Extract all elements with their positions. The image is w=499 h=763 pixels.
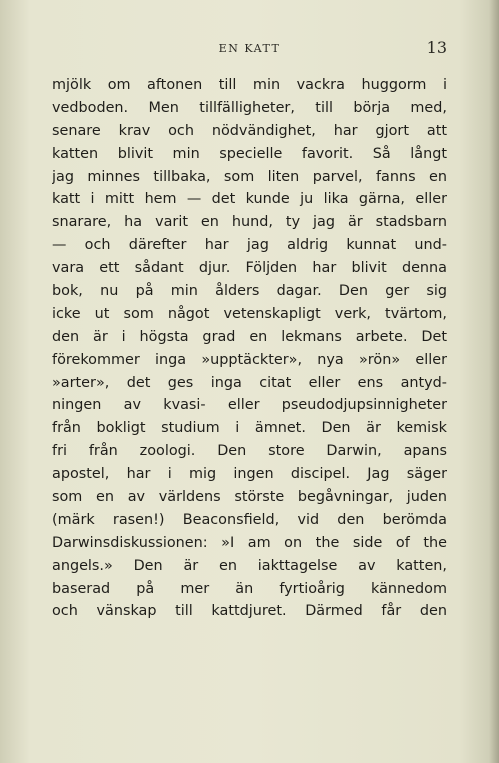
text-line: bok, nu på min ålders dagar. Den ger sig — [52, 283, 447, 300]
text-line: »arter», det ges inga citat eller ens antyd- — [52, 374, 447, 391]
text-line: förekommer inga »upptäckter», nya »rön» eller — [52, 351, 447, 368]
page-number: 13 — [426, 38, 447, 57]
text-line: katten blivit min specielle favorit. Så långt — [52, 145, 447, 162]
text-line: som en av världens störste begåvningar, juden — [52, 489, 447, 506]
text-line: och vänskap till kattdjuret. Därmed får den — [52, 603, 447, 620]
text-line: fri från zoologi. Den store Darwin, apans — [52, 443, 447, 460]
text-line: apostel, har i mig ingen discipel. Jag säger — [52, 466, 447, 483]
text-line: (märk rasen!) Beaconsfield, vid den berömda — [52, 511, 447, 528]
text-line: senare krav och nödvändighet, har gjort att — [52, 122, 447, 139]
text-line: från bokligt studium i ämnet. Den är kemisk — [52, 420, 447, 437]
text-line: Darwinsdiskussionen: »I am on the side of the — [52, 534, 447, 551]
text-line: icke ut som något vetenskapligt verk, tvärtom, — [52, 305, 447, 322]
page-header — [52, 38, 447, 60]
text-line: ningen av kvasi- eller pseudodjupsinnigheter — [52, 397, 447, 414]
text-line: jag minnes tillbaka, som liten parvel, fanns en — [52, 168, 447, 185]
text-line: baserad på mer än fyrtioårig kännedom — [52, 580, 447, 597]
text-line: snarare, ha varit en hund, ty jag är stadsbarn — [52, 214, 447, 231]
text-line: vedboden. Men tillfälligheter, till börja med, — [52, 99, 447, 116]
text-line: vara ett sådant djur. Följden har blivit denna — [52, 260, 447, 277]
text-line: angels.» Den är en iakttagelse av katten, — [52, 557, 447, 574]
text-line: katt i mitt hem — det kunde ju lika gärna, eller — [52, 191, 447, 208]
text-line: — och därefter har jag aldrig kunnat und- — [52, 237, 447, 254]
text-line: mjölk om aftonen till min vackra huggorm i — [52, 77, 447, 93]
body-text — [52, 74, 447, 623]
running-head: EN KATT — [218, 42, 281, 55]
text-line: den är i högsta grad en lekmans arbete. Det — [52, 328, 447, 345]
